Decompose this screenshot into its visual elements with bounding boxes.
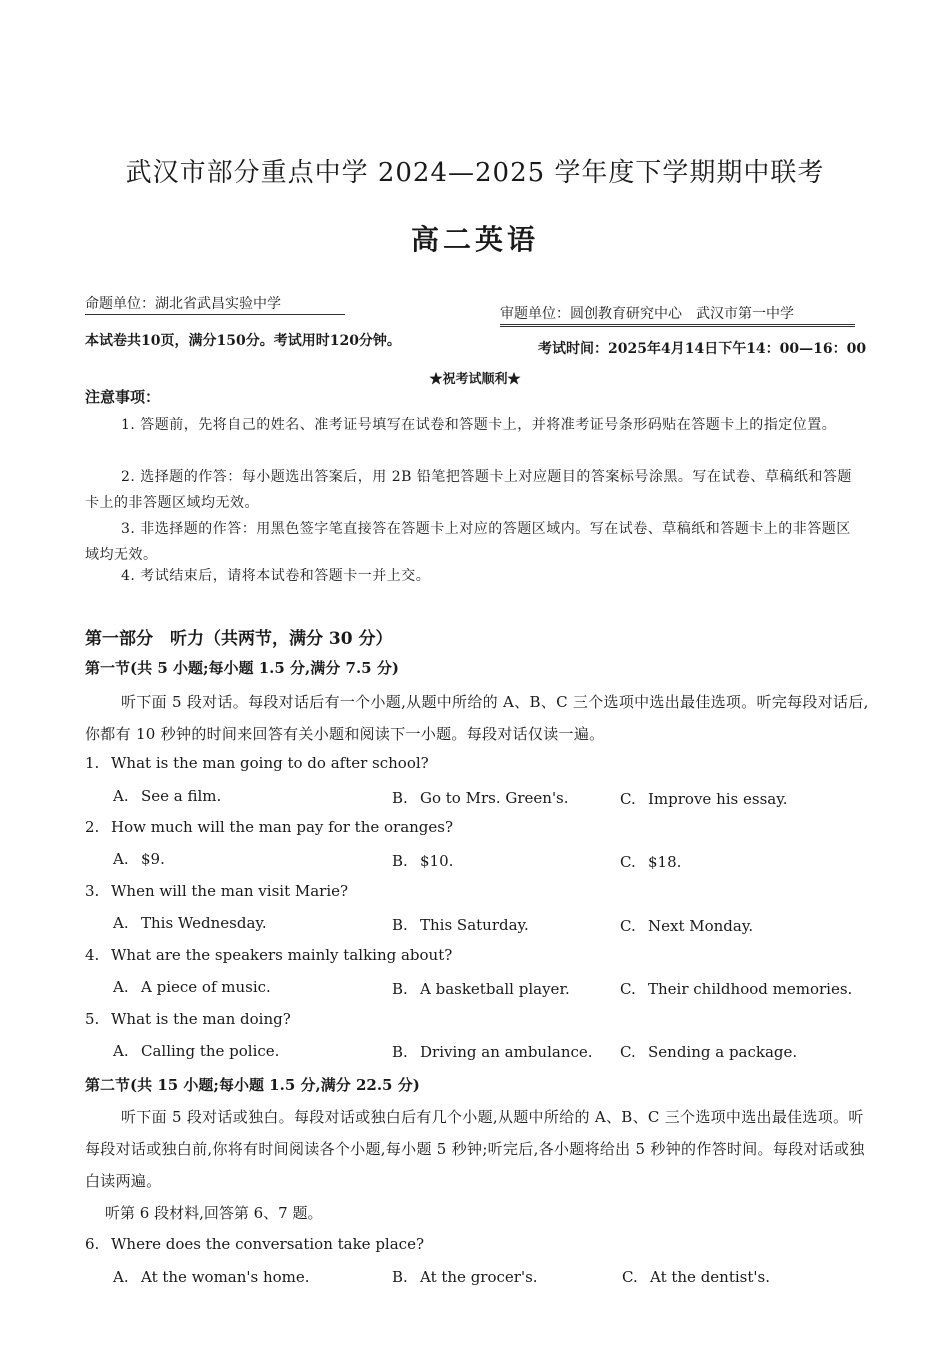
- option: C. Improve his essay.: [620, 790, 788, 808]
- author-unit: 命题单位：湖北省武昌实验中学: [85, 296, 281, 312]
- note-item: 3. 非选择题的作答：用黑色签字笔直接答在答题卡上对应的答题区域内。写在试卷、草稿纸和答题卡上的非答题区域均无效。: [85, 521, 851, 563]
- section2-title: 第二节(共 15 小题;每小题 1.5 分,满分 22.5 分): [85, 1076, 420, 1094]
- review-rule: [500, 324, 855, 327]
- material-note: 听第 6 段材料,回答第 6、7 题。: [105, 1204, 323, 1222]
- subject-title: 高二英语: [410, 223, 539, 256]
- motto: ★祝考试顺利★: [429, 372, 521, 387]
- question: 5. What is the man doing?: [85, 1010, 291, 1028]
- section1-instructions: 听下面 5 段对话。每段对话后有一个小题,从题中所给的 A、B、C 三个选项中选出最佳选项。听完每段对话后,你都有 10 秒钟的时间来回答有关小题和阅读下一小题。每段对话仅读一遍。: [85, 693, 869, 743]
- option: A. Calling the police.: [113, 1042, 280, 1060]
- option: C. Next Monday.: [620, 917, 754, 935]
- option: A. This Wednesday.: [113, 914, 267, 932]
- option: A. A piece of music.: [113, 978, 271, 996]
- exam-time: 考试时间：2025年4月14日下午14：00—16：00: [538, 341, 867, 357]
- option: B. At the grocer's.: [392, 1268, 538, 1286]
- option: B. A basketball player.: [392, 980, 570, 998]
- option: B. This Saturday.: [392, 916, 529, 934]
- option: A. $9.: [113, 850, 165, 868]
- option: B. Driving an ambulance.: [392, 1043, 593, 1061]
- option: B. Go to Mrs. Green's.: [392, 789, 569, 807]
- option: C. Their childhood memories.: [620, 980, 853, 998]
- option: C. At the dentist's.: [622, 1268, 770, 1286]
- option: A. See a film.: [113, 787, 222, 805]
- note-item: 4. 考试结束后，请将本试卷和答题卡一并上交。: [121, 568, 431, 584]
- section1-title: 第一节(共 5 小题;每小题 1.5 分,满分 7.5 分): [85, 659, 399, 677]
- section2-instructions: 听下面 5 段对话或独白。每段对话或独白后有几个小题,从题中所给的 A、B、C 三个选项中选出最佳选项。听每段对话或独白前,你将有时间阅读各个小题,每小题 5 秒钟;听完后,各小题将给出 5 秒钟的作答时间。每段对话或独白读两遍。: [85, 1108, 865, 1190]
- note-item: 1. 答题前，先将自己的姓名、准考证号填写在试卷和答题卡上，并将准考证号条形码贴在答题卡上的指定位置。: [121, 417, 837, 433]
- option: C. $18.: [620, 853, 682, 871]
- review-unit: 审题单位：圆创教育研究中心 武汉市第一中学: [500, 306, 794, 322]
- question-text: What is the man going to do after school?: [111, 754, 429, 772]
- exam-info: 本试卷共10页，满分150分。考试用时120分钟。: [85, 333, 401, 349]
- note-item: 2. 选择题的作答：每小题选出答案后，用 2B 铅笔把答题卡上对应题目的答案标号涂黑。写在试卷、草稿纸和答题卡上的非答题区域均无效。: [85, 469, 852, 511]
- question-number: 1.: [85, 754, 100, 772]
- part1-title: 第一部分 听力（共两节，满分 30 分）: [85, 629, 393, 649]
- question: 3. When will the man visit Marie?: [85, 882, 349, 900]
- exam-title: 武汉市部分重点中学 2024—2025 学年度下学期期中联考: [125, 158, 825, 188]
- option: C. Sending a package.: [620, 1043, 798, 1061]
- question: [85, 754, 429, 772]
- notes-heading: 注意事项：: [85, 388, 161, 406]
- question: 6. Where does the conversation take place?: [85, 1235, 424, 1253]
- option: A. At the woman's home.: [113, 1268, 310, 1286]
- author-rule: [85, 314, 345, 315]
- question: 2. How much will the man pay for the oranges?: [85, 818, 454, 836]
- question: 4. What are the speakers mainly talking about?: [85, 946, 453, 964]
- option: B. $10.: [392, 852, 454, 870]
